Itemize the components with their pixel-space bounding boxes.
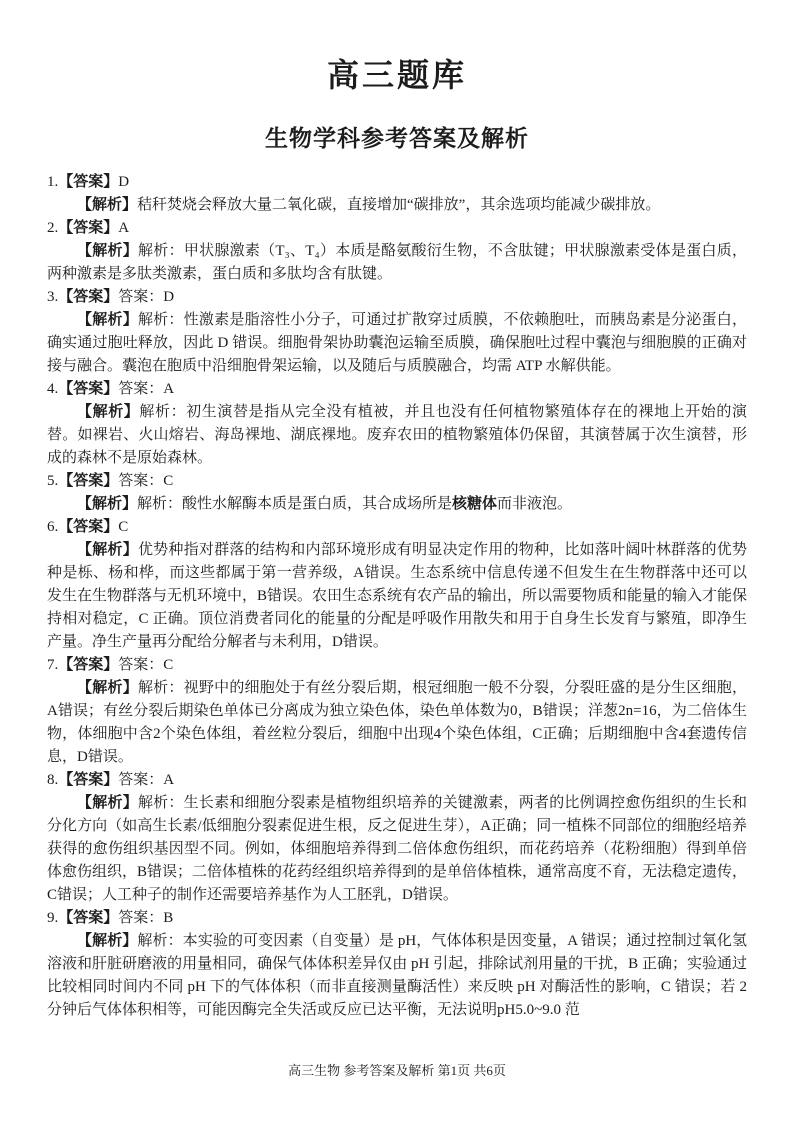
analysis-paragraph [47, 677, 747, 769]
analysis-text: 优势种指对群落的结构和内部环境形成有明显决定作用的物种，比如落叶阔叶林群落的优势种是栎、杨和桦，而这些都属于第一营养级，A错误。生态系统中信息传递不但发生在生物群落中还可以发生在生物群落与无机环境中，B错误。农田生态系统有农产品的输出，所以需要物质和能量的输入才能保持相对稳定，C 正确。顶位消费者同化的能量的分配是呼吸作用散失和用于自身生长发育与繁殖，即净生产量。净生产量再分配给分解者与未利用，D错误。 [47, 542, 748, 650]
answer-label: 【答案】 [58, 289, 119, 305]
answer-label: 【答案】 [58, 473, 119, 489]
qa-item-9 [47, 907, 747, 1022]
analysis-text: 解析：生长素和细胞分裂素是植物组织培养的关键激素，两者的比例调控愈伤组织的生长和分化方向（如高生长素/低细胞分裂素促进生根，反之促进生芽），A正确；同一植株不同部位的细胞经培养获得的愈伤组织基因型不同。例如，体细胞培养得到二倍体愈伤组织，而花药培养（花粉细胞）得到单倍体愈伤组织，B错误；二倍体植株的花药经组织培养得到的是单倍体植株，通常高度不育，无法稳定遗传，C错误；人工种子的制作还需要培养基作为人工胚乳，D错误。 [47, 795, 748, 903]
analysis-text: 解析：酸性水解酶本质是蛋白质，其合成场所是 [137, 496, 453, 512]
analysis-label: 【解析】 [77, 197, 138, 213]
analysis-paragraph [47, 401, 747, 470]
analysis-label: 【解析】 [77, 312, 138, 328]
analysis-paragraph [47, 194, 747, 217]
analysis-paragraph [47, 539, 747, 654]
question-number: 2. [47, 220, 59, 236]
analysis-label: 【解析】 [77, 795, 138, 811]
document-subtitle: 生物学科参考答案及解析 [265, 126, 529, 151]
answer-label: 【答案】 [58, 519, 119, 535]
answer-label: 【答案】 [58, 220, 119, 236]
answer-label: 【答案】 [58, 174, 119, 190]
analysis-text: 解析：性激素是脂溶性小分子，可通过扩散穿过质膜，不依赖胞吐，而胰岛素是分泌蛋白，确实通过胞吐释放，因此 D 错误。细胞骨架协助囊泡运输至质膜，确保胞吐过程中囊泡与细胞膜的正确对接与融合。囊泡在胞质中沿细胞骨架运输，以及随后与质膜融合，均需 ATP 水解供能。 [47, 312, 747, 374]
analysis-paragraph [47, 240, 747, 286]
answer-label: 【答案】 [58, 657, 119, 673]
question-number: 3. [47, 289, 59, 305]
analysis-label: 【解析】 [77, 243, 139, 259]
analysis-text: 解析：视野中的细胞处于有丝分裂后期，根冠细胞一般不分裂，分裂旺盛的是分生区细胞，A错误；有丝分裂后期染色单体已分离成为独立染色体，染色单体数为0，B错误；洋葱2n=16，为二倍体生物，体细胞中含2个染色体组，着丝粒分裂后，细胞中出现4个染色体组，C正确；后期细胞中含4套遗传信息，D错误。 [47, 680, 747, 765]
qa-item-8 [47, 769, 747, 907]
answer-value: C [118, 519, 129, 535]
answer-line [47, 654, 747, 677]
answer-value: 答案：A [118, 772, 175, 788]
analysis-bold-text: 核糖体 [452, 496, 498, 512]
document-title: 高三题库 [326, 57, 467, 93]
question-number: 6. [47, 519, 59, 535]
qa-item-7 [47, 654, 747, 769]
answer-line [47, 171, 747, 194]
answer-line [47, 516, 747, 539]
answer-line [47, 470, 747, 493]
analysis-label: 【解析】 [77, 496, 138, 512]
analysis-text: 解析：甲状腺激素（T₃、T₄）本质是酪氨酸衍生物，不含肽键；甲状腺激素受体是蛋白质，两种激素是多肽类激素，蛋白质和多肽均含有肽键。 [47, 243, 747, 282]
answer-line [47, 769, 747, 792]
analysis-paragraph [47, 930, 747, 1022]
analysis-text: 解析：初生演替是指从完全没有植被，并且也没有任何植物繁殖体存在的裸地上开始的演替。如裸岩、火山熔岩、海岛裸地、湖底裸地。废弃农田的植物繁殖体仍保留，其演替属于次生演替，形成的森林不是原始森林。 [47, 404, 747, 466]
qa-item-3 [47, 286, 747, 378]
answer-line [47, 907, 747, 930]
analysis-label: 【解析】 [77, 680, 138, 696]
qa-item-2 [47, 217, 747, 286]
qa-item-1 [47, 171, 747, 217]
qa-item-4 [47, 378, 747, 470]
answer-label: 【答案】 [58, 381, 119, 397]
answer-value: D [118, 174, 130, 190]
answer-value: 答案：D [118, 289, 175, 305]
analysis-paragraph [47, 309, 747, 378]
answer-value: 答案：C [118, 657, 174, 673]
question-number: 8. [47, 772, 59, 788]
analysis-label: 【解析】 [77, 404, 140, 420]
answer-line [47, 378, 747, 401]
question-number: 1. [47, 174, 59, 190]
analysis-text: 秸秆焚烧会释放大量二氧化碳，直接增加“碳排放”，其余选项均能减少碳排放。 [137, 197, 661, 213]
answer-value: 答案：B [118, 910, 174, 926]
analysis-paragraph [47, 792, 747, 907]
answer-label: 【答案】 [58, 772, 119, 788]
answer-value: 答案：C [118, 473, 174, 489]
analysis-label: 【解析】 [77, 933, 138, 949]
qa-item-5 [47, 470, 747, 516]
analysis-label: 【解析】 [77, 542, 138, 558]
question-number: 7. [47, 657, 59, 673]
question-number: 9. [47, 910, 59, 926]
question-number: 4. [47, 381, 59, 397]
answer-line [47, 286, 747, 309]
answer-value: 答案：A [118, 381, 175, 397]
page-footer: 高三生物 参考答案及解析 第1页 共6页 [288, 1063, 506, 1078]
analysis-paragraph [47, 493, 747, 516]
analysis-text-cont: 而非液泡。 [497, 496, 573, 512]
answer-list [47, 171, 747, 1022]
question-number: 5. [47, 473, 59, 489]
qa-item-6 [47, 516, 747, 654]
answer-label: 【答案】 [58, 910, 119, 926]
answer-line [47, 217, 747, 240]
answer-value: A [118, 220, 130, 236]
analysis-text: 解析：本实验的可变因素（自变量）是 pH，气体体积是因变量，A 错误；通过控制过氧化氢溶液和肝脏研磨液的用量相同，确保气体体积差异仅由 pH 引起，排除试剂用量的干扰，B 正确；实验通过比较相同时间内不同 pH 下的气体体积（而非直接测量酶活性）来反映 pH 对酶活性的影响，C 错误；若 2 分钟后气体体积相等，可能因酶完全失活或反应已达平衡，无法说明pH5.0~9.0 范 [47, 933, 747, 1018]
